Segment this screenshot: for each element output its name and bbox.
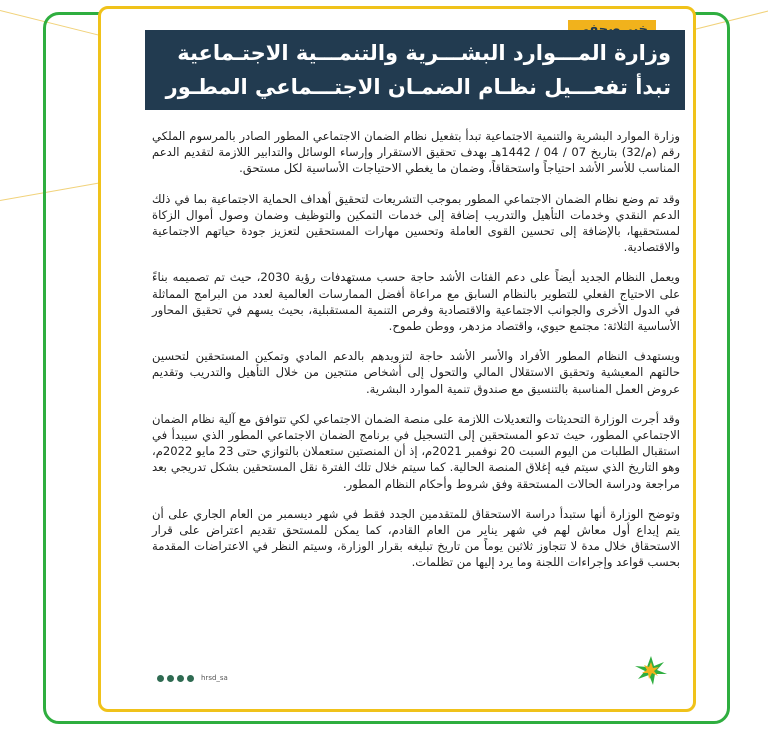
social-icon xyxy=(187,675,194,682)
headline-line-1: وزارة المـــوارد البشـــرية والتنمـــية الاجتـماعية xyxy=(177,41,671,65)
paragraph: ويعمل النظام الجديد أيضاً على دعم الفئات الأشد حاجة حسب مستهدفات رؤية 2030، حيث تم تصميمه بناءً على الاحتياج الفعلي للتطوير بالنظام السابق مع مراعاة أفضل الممارسات العالمية لعدد من البرامج المماثلة في الدول الأخرى والجوانب الاجتماعية والاقتصادية وفرص التنمية المستقبلية، بحيث يسهم في تحقيق المحاور الأساسية الثلاثة: مجتمع حيوي، واقتصاد مزدهر، ووطن طموح. xyxy=(152,270,680,334)
social-handle-text: hrsd_sa xyxy=(201,674,228,682)
paragraph: وقد أجرت الوزارة التحديثات والتعديلات اللازمة على منصة الضمان الاجتماعي لكي تتوافق مع آلية نظام الضمان الاجتماعي المطور، حيث تدعو المستحقين إلى التسجيل في برنامج الضمان الاجتماعي المطور الذي سيبدأ في استقبال الطلبات من اليوم السبت 20 نوفمبر 2021م، إذ أن المنصتين ستعملان بالتوازي حتى 23 مايو 2022م، وهو التاريخ الذي سيتم فيه إغلاق المنصة الحالية. كما سيتم خلال تلك الفترة نقل المستحقين بشكل تدريجي بعد مراجعة ودراسة الحالات المستحقة وفق شروط وأحكام النظام المطور. xyxy=(152,411,680,491)
social-icon xyxy=(157,675,164,682)
social-icon xyxy=(177,675,184,682)
social-handles xyxy=(157,674,228,682)
paragraph: وتوضح الوزارة أنها ستبدأ دراسة الاستحقاق للمتقدمين الجدد فقط في شهر ديسمبر من العام الجاري على أن يتم إيداع أول معاش لهم في شهر يناير من العام القادم، كما يمكن للمستحق تقديم اعتراض على قرار الاستحقاق خلال مدة لا تتجاوز ثلاثين يوماً من تاريخ تبليغه بقرار الوزارة، وسيتم النظر في الاعتراضات المقدمة بحسب قواعد وإجراءات اللجنة وما يرد إليها من تظلمات. xyxy=(152,506,680,570)
headline-banner xyxy=(145,30,685,110)
paragraph: وزارة الموارد البشرية والتنمية الاجتماعية تبدأ بتفعيل نظام الضمان الاجتماعي المطور الصادر بالمرسوم الملكي رقم (م/32) بتاريخ 07 / 04 / 1442هـ بهدف تحقيق الاستقرار وإرساء الوسائل والتدابير اللازمة لتقديم الدعم المناسب للأسر الأشد احتياجاً واستحقاقاً، وضمان ما يغطي الاحتياجات الأساسية لكل مستحق. xyxy=(152,129,680,176)
headline-line-2: تبدأ تفعـــيل نظـام الضمـان الاجتـــماعي المطـور xyxy=(165,75,671,99)
paragraph: ويستهدف النظام المطور الأفراد والأسر الأشد حاجة لتزويدهم بالدعم المادي وتمكين المستحقين لتحسين حالتهم المعيشية وتحقيق الاستقلال المالي والتحول إلى أشخاص منتجين من خلال التأهيل والتدريب وتقديم عروض العمل المناسبة بالتنسيق مع صندوق تنمية الموارد البشرية. xyxy=(152,349,680,396)
paragraph: وقد تم وضع نظام الضمان الاجتماعي المطور بموجب التشريعات لتحقيق أهداف الحماية الاجتماعية بما في ذلك الدعم النقدي وخدمات التأهيل والتدريب إضافة إلى خدمات التمكين والتوظيف وضمان وصول أموال الزكاة لمستحقيها، بالإضافة إلى تحسين القوى العاملة وتحسين مهارات المستحقين لتعزيز جودة حياتهم الاجتماعية والاقتصادية. xyxy=(152,191,680,255)
article-body xyxy=(152,128,680,585)
ministry-logo-icon xyxy=(632,654,670,688)
social-icon xyxy=(167,675,174,682)
